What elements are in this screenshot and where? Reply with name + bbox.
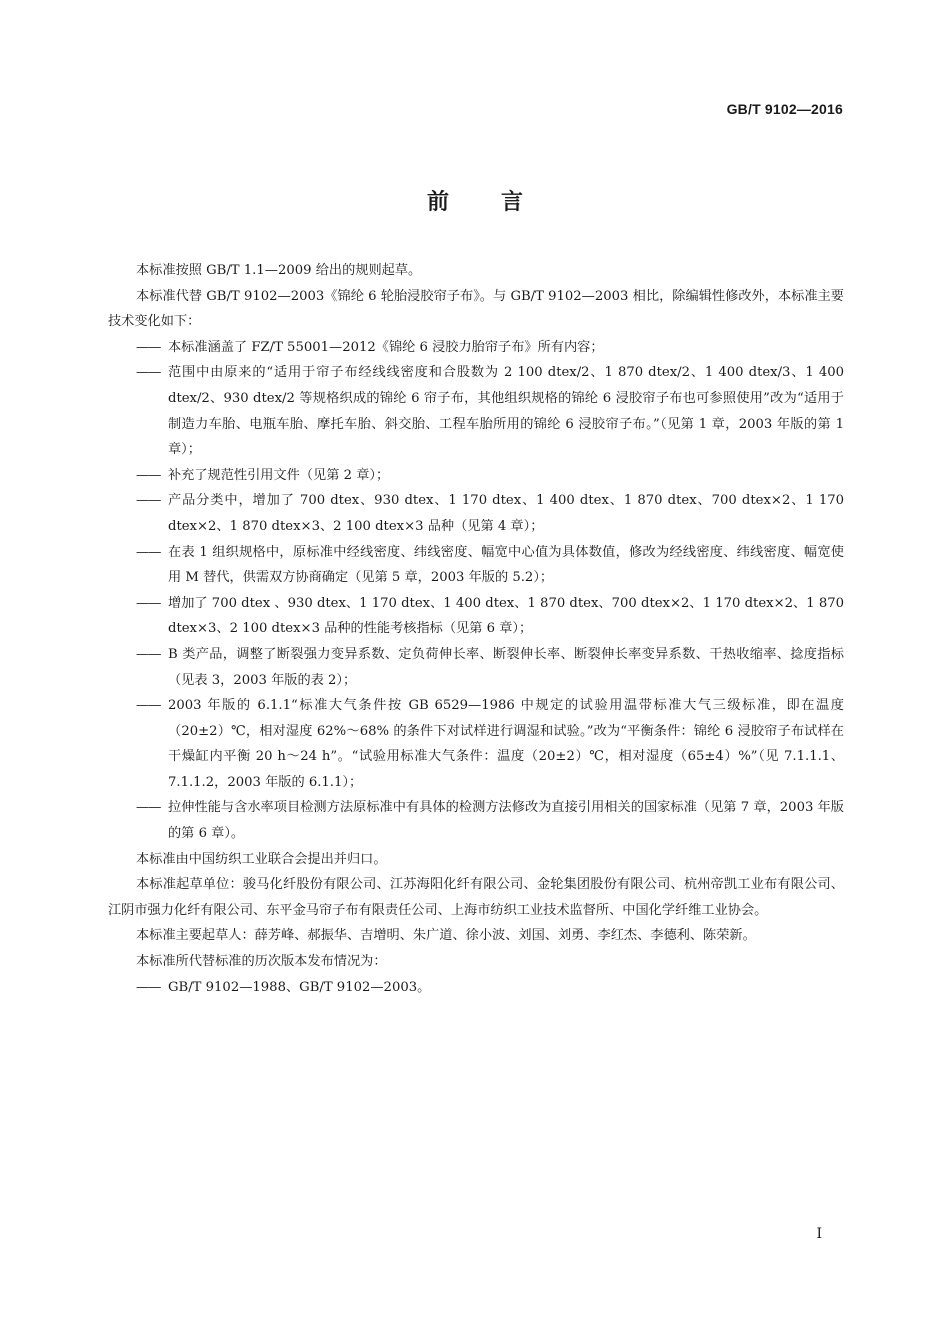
change-item	[108, 591, 844, 642]
change-text: 范围中由原来的“适用于帘子布经线线密度和合股数为 2 100 dtex/2、1 870 dtex/2、1 400 dtex/3、1 400 dtex/2、930 dtex/2 等规格织成的锦纶 6 帘子布，其他组织规格的锦纶 6 浸胶帘子布也可参照使用”改为“适用于制造力车胎、电瓶车胎、摩托车胎、斜交胎、工程车胎所用的锦纶 6 浸胶帘子布。”（见第 1 章，2003 年版的第 1 章）；	[168, 365, 844, 458]
dash-marker: ——	[136, 698, 161, 714]
change-item	[108, 795, 844, 846]
dash-marker: ——	[136, 339, 161, 355]
change-text: 本标准涵盖了 FZ/T 55001—2012《锦纶 6 浸胶力胎帘子布》所有内容；	[168, 339, 604, 355]
change-text: 补充了规范性引用文件（见第 2 章）；	[168, 467, 390, 483]
change-text: B 类产品，调整了断裂强力变异系数、定负荷伸长率、断裂伸长率、断裂伸长率变异系数、干热收缩率、捻度指标（见表 3，2003 年版的表 2）；	[168, 646, 844, 688]
paragraph: 本标准由中国纺织工业联合会提出并归口。	[136, 851, 387, 867]
change-item	[108, 488, 844, 539]
dash-marker: ——	[136, 800, 161, 816]
paragraph: 本标准所代替标准的历次版本发布情况为：	[136, 954, 387, 970]
page-number: I	[816, 1226, 822, 1242]
dash-marker: ——	[136, 646, 161, 662]
paragraph: 本标准按照 GB/T 1.1—2009 给出的规则起草。	[136, 263, 422, 278]
standard-code: GB/T 9102—2016	[726, 101, 843, 117]
change-item	[108, 693, 844, 795]
change-text: 在表 1 组织规格中，原标准中经线密度、纬线密度、幅宽中心值为具体数值，修改为经线密度、纬线密度、幅宽使用 M 替代，供需双方协商确定（见第 5 章，2003 年版的 5.2）；	[168, 544, 844, 586]
dash-marker: ——	[136, 979, 161, 995]
change-item	[108, 360, 844, 462]
history-item	[108, 975, 844, 1001]
page-title: 前言	[426, 190, 575, 215]
dash-marker: ——	[136, 544, 161, 560]
dash-marker: ——	[136, 467, 161, 483]
change-item	[108, 540, 844, 591]
change-text: 产品分类中，增加了 700 dtex、930 dtex、1 170 dtex、1 400 dtex、1 870 dtex、700 dtex×2、1 170 dtex×2、1 870 dtex×3、2 100 dtex×3 品种（见第 4 章）；	[168, 493, 844, 534]
change-text: 2003 年版的 6.1.1“标准大气条件按 GB 6529—1986 中规定的试验用温带标准大气三级标准，即在温度（20±2）℃，相对湿度 62%～68% 的条件下对试样进行调湿和试验。”改为“平衡条件：锦纶 6 浸胶帘子布试样在干燥缸内平衡 20 h～24 h”。“试验用标准大气条件：温度（20±2）℃，相对湿度（65±4）%”（见 7.1.1.1、7.1.1.2，2003 年版的 6.1.1）；	[168, 698, 844, 790]
change-item	[108, 335, 844, 361]
change-text: 增加了 700 dtex 、930 dtex、1 170 dtex、1 400 dtex、1 870 dtex、700 dtex×2、1 170 dtex×2、1 870 dtex×3、2 100 dtex×3 品种的性能考核指标（见第 6 章）；	[168, 595, 844, 637]
paragraph: 本标准主要起草人：薛芳峰、郝振华、吉增明、朱广道、徐小波、刘国、刘勇、李红杰、李德利、陈荣新。	[136, 928, 756, 944]
change-item	[108, 463, 844, 489]
document-body	[108, 258, 844, 1000]
history-text: GB/T 9102—1988、GB/T 9102—2003。	[168, 979, 431, 995]
paragraph: 本标准代替 GB/T 9102—2003《锦纶 6 轮胎浸胶帘子布》。与 GB/T 9102—2003 相比，除编辑性修改外，本标准主要技术变化如下：	[108, 288, 844, 330]
dash-marker: ——	[136, 365, 161, 381]
paragraph: 本标准起草单位：骏马化纤股份有限公司、江苏海阳化纤有限公司、金轮集团股份有限公司、杭州帝凯工业布有限公司、江阴市强力化纤有限公司、东平金马帘子布有限责任公司、上海市纺织工业技术监督所、中国化学纤维工业协会。	[108, 877, 844, 918]
dash-marker: ——	[136, 595, 161, 611]
change-item	[108, 642, 844, 693]
change-text: 拉伸性能与含水率项目检测方法原标准中有具体的检测方法修改为直接引用相关的国家标准（见第 7 章，2003 年版的第 6 章）。	[168, 800, 844, 842]
dash-marker: ——	[136, 493, 161, 509]
